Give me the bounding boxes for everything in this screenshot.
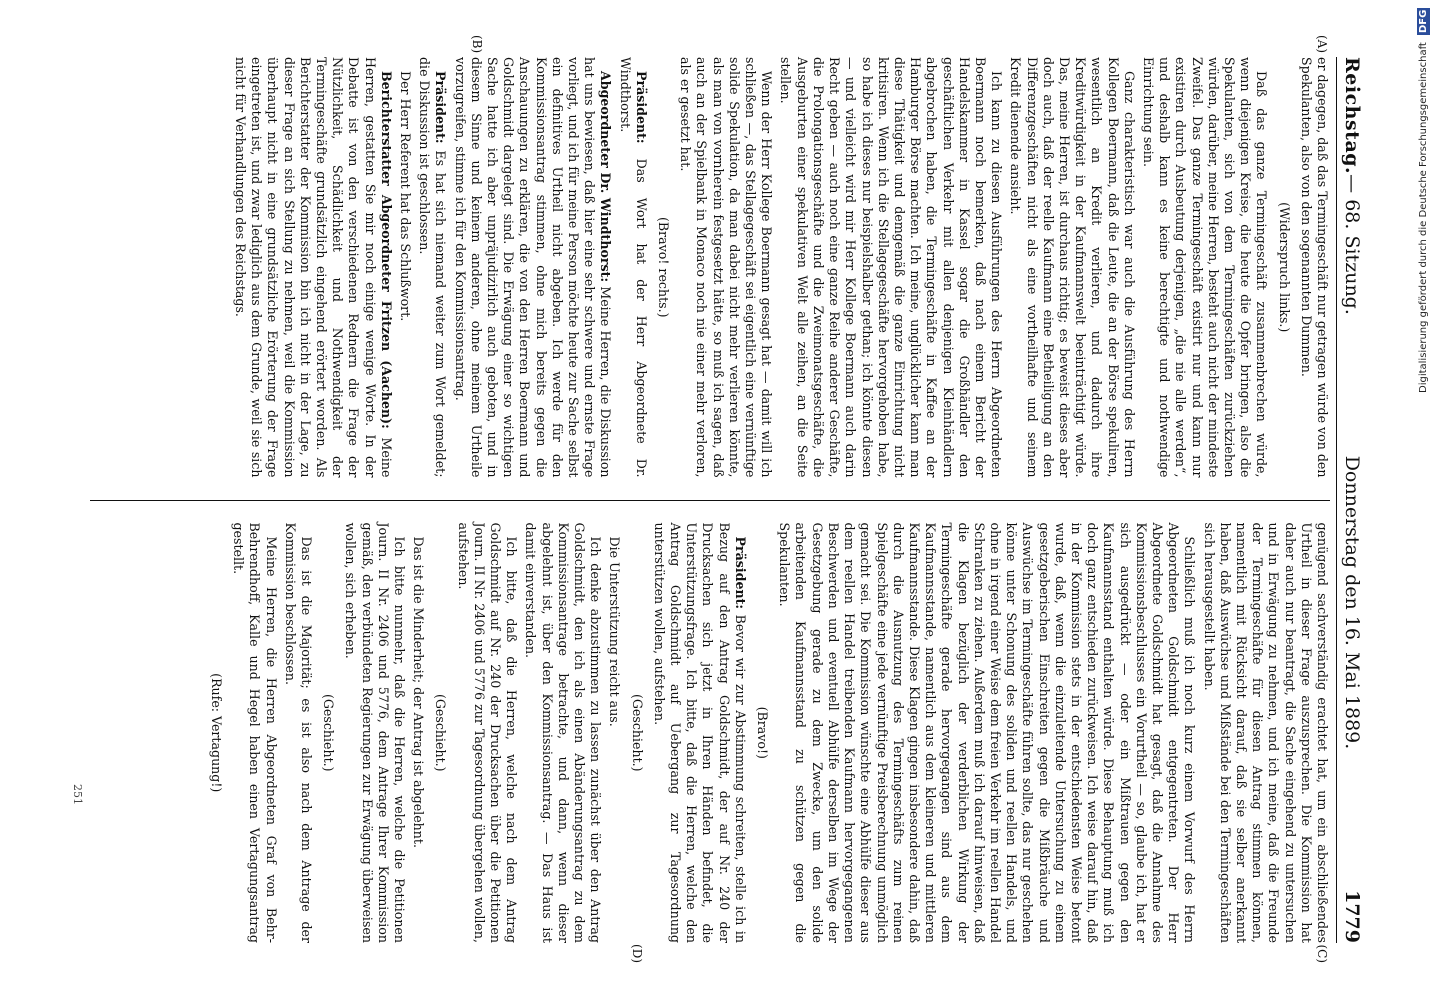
text-columns (90, 35, 1330, 963)
margin-mark-c: (C) (1315, 944, 1329, 963)
signature-mark: 251 (71, 784, 84, 805)
paragraph: (Bravo!) (755, 706, 771, 759)
paragraph: Präsident: Es hat sich niemand weiter zum Wort gemeldet; die Diskussion ist geschlossen. (417, 57, 449, 478)
column-rule (90, 500, 1330, 501)
paragraph: Ich bitte, daß die Herren, welche nach dem Antrag Goldschmidt auf Nr. 240 der Drucksachen über die Petitionen Journ. II Nr. 2406 und 5776 zur Tagesordnung übergehen wollen, aufstehen. (455, 522, 520, 943)
paragraph: (Widerspruch links.) (1276, 202, 1292, 333)
paragraph: er dagegen, daß das Termingeschäft nur getragen würde von den Spekulanten, also von den sogenannten Dummen. (1298, 57, 1330, 478)
dfg-side-note (1417, 8, 1430, 992)
paragraph: (Geschieht.) (433, 693, 449, 772)
paragraph: (Bravo! rechts.) (656, 216, 672, 318)
paragraph: Die Unterstützung reicht aus. (607, 536, 623, 727)
paragraph: (Rufe: Vertagung!) (209, 673, 224, 793)
paragraph: Ich denke abzustimmen zu lassen zunächst über den Antrag Goldschmidt, den ich als einen Abänderungsantrag zu dem Kommissionsantrage betrachte, und dann, wenn dieser abgelehnt ist, über den Kommissionsantrag. — Das Haus ist damit einverstanden. (523, 522, 604, 943)
paragraph: Berichterstatter Abgeordneter Fritzen (Aachen): Meine Herren, gestatten Sie mir noch einige wenige Worte. In der Debatte ist von den verschiedenen Rednern die Frage der Nützlichkeit, Schädlichkeit und Nothwendigkeit der Termingeschäfte grundsätzlich eingehend erörtert worden. Als Berichterstatter der Kommission bin ich nicht in der Lage, zu dieser Frage an sich Stellung zu nehmen, weil die Kommission überhaupt nicht in eine grundsätzliche Erörterung der Frage eingetreten ist, und zwar lediglich aus dem Grunde, weil sie sich nicht für Verhandlungen des Reichstags. (233, 57, 394, 478)
paragraph: Der Herr Referent hat das Schlußwort. (398, 71, 414, 322)
paragraph: Wenn der Herr Kollege Boermann gesagt hat — damit will ich schließen —, das Stellagegeschäft sei eigentlich eine vernünftige solide Spekulation, da man dabei nicht mehr verlieren könnte, als man von vornherein festgesetzt hätte, so muß ich sagen, daß auch an der Spielbank in Monaco noch nie einer mehr verloren, als er gesetzt hat. (678, 57, 775, 478)
margin-mark-a: (A) (1315, 35, 1329, 54)
header-session: — 68. Sitzung. (1341, 174, 1363, 315)
paragraph: (Geschieht.) (321, 693, 337, 772)
page-number: 1779 (1341, 890, 1363, 943)
paragraph: Präsident: Bevor wir zur Abstimmung schreiten, stelle ich in Bezug auf den Antrag Goldschmidt, der auf Nr. 240 der Drucksachen sich jetzt in Ihren Händen befindet, die Unterstützungsfrage. Ich bitte, daß die Herren, welche den Antrag Goldschmidt auf Uebergang zur Tagesordnung unterstützen wollen, aufstehen. (651, 522, 748, 943)
paragraph: Ich bitte nunmehr, daß die Herren, welche die Petitionen Journ. II Nr. 2406 und 5776, dem Antrage Ihrer Kommission gemäß, den verbündeten Regierungen zur Erwägung überweisen wollen, sich erheben. (343, 522, 408, 943)
header-date: Donnerstag den 16. Mai 1889. (1341, 455, 1363, 750)
paragraph: Meine Herren, die Herren Abgeordneten Graf von Behr-Behrendhoff, Kalle und Hegel haben einen Vertagungsantrag gestellt. (231, 522, 279, 943)
paragraph: genügend sachverständig erachtet hat, um ein abschließendes Urtheil in dieser Frage auszusprechen. Die Kommission hat daher auch nur beantragt, die Sache eingehend zu untersuchen und in Erwägung zu nehmen, und ich meine, daß die Freunde der Termingeschäfte für diesen Antrag stimmen können, namentlich mit Rücksicht darauf, daß sie selber anerkannt haben, daß Auswüchse und Mißstände bei den Termingeschäften sich herausgestellt haben. (1201, 522, 1330, 943)
paragraph: Das ist die Majorität; es ist also nach dem Antrage der Kommission beschlossen. (282, 522, 315, 943)
header-title: Reichstag. (1341, 57, 1363, 175)
paragraph: Ich kann zu diesen Ausführungen des Herrn Abgeordneten Boermann noch bemerken, daß nach einem Bericht der Handelskammer in Kassel sogar die Großhändler den geschäftlichen Verkehr mit allen denjenigen Kleinhändlern abgebrochen haben, die Termingeschäfte in Kaffee an der Hamburger Börse machten. Ich meine, unglücklicher kann man diese Thätigkeit und demgemäß die ganze Einrichtung nicht kritisiren. Wenn ich die Stellagegeschäfte hervorgehoben habe, so habe ich dieses nur beispielshalber gethan; ich könnte diesen — und vielleicht wird mir Herr Kollege Boermann auch darin Recht geben — auch noch eine ganze Reihe anderer Geschäfte, die Prolongationsgeschäfte und die Zweimonatsgeschäfte, die Ausgeburten einer spekulativen Welt alle zeihen, an die Seite stellen. (778, 57, 1005, 478)
paragraph: Schließlich muß ich noch kurz einem Vorwurf des Herrn Abgeordneten Goldschmidt entgegentreten. Der Herr Abgeordnete Goldschmidt hat gesagt, daß die Annahme des Kommissionsbeschlusses ein Vorurtheil — so, glaube ich, hat er sich ausgedrückt — oder ein Mißtrauen gegen den Kaufmannsstand enthalten würde. Diese Behauptung muß ich doch ganz entschieden zurückweisen. Ich weise darauf hin, daß in der Kommission stets in der entschiedensten Weise betont wurde, daß, wenn die einzuleitende Untersuchung zu einem gesetzgeberischen Einschreiten gegen die Mißbräuche und Auswüchse im Termingeschäfte führen sollte, das nur geschehen könne unter Schonung des soliden und reellen Handels, und ohne in irgend einer Weise dem freien Verkehr im reellen Handel Schranken zu ziehen. Außerdem muß ich darauf hinweisen, daß die Klagen bezüglich der verderblichen Wirkung der Termingeschäfte gerade hervorgegangen sind aus dem Kaufmannsstande, namentlich aus dem kleineren und mittleren Kaufmannsstande. Diese Klagen gingen insbesondere dahin, daß durch die Ausnutzung des Termingeschäfts zum reinen Spielgeschäfte eine jede vernünftige Preisberechnung unmöglich gemacht sei. Die Kommission wünschte eine Abhülfe dieser aus dem reellen Handel treibenden Kaufmann hervorgegangenen Beschwerden und eventuell Abhülfe derselben im Wege der Gesetzgebung gerade zu dem Zwecke, um den solide arbeitenden Kaufmannsstand zu schützen gegen die Spekulanten. (777, 522, 1198, 943)
paragraph: Das ist die Minderheit; der Antrag ist abgelehnt. (411, 536, 427, 848)
dfg-logo: DFG (1418, 10, 1429, 34)
paragraph: Abgeordneter Dr. Windthorst: Meine Herren, die Diskussion hat uns bewiesen, daß hier eine sehr schwere und ernste Frage vorliegt, und ich für meine Person möchte heute zur Sache selbst ein definitives Urtheil nicht abgeben. Ich werde für den Kommissionsantrag stimmen, ohne mich bereits gegen die Anschauungen zu erklären, die von den Herren Boermann und Goldschmidt dargelegt sind. Die Erwägung einer so wichtigen Sache hatte ich aber unpräjudizirlich auch geboten, und in diesem Sinne und keinem anderen, ohne meinem Urtheile vorzugreifen, stimme ich für den Kommissionsantrag. (452, 57, 614, 478)
margin-mark-b: (B) (470, 35, 484, 54)
rotated-page (51, 35, 1381, 965)
margin-mark-d: (D) (630, 944, 644, 963)
page-header (1336, 57, 1363, 943)
left-column (90, 35, 1330, 478)
paragraph: Ganz charakteristisch war auch die Ausführung des Herrn Kollegen Boermann, daß die Leute, die an der Börse spekuliren, wesentlich an Kredit verlieren, und dadurch ihre Kreditwürdigkeit in der Kaufmannswelt beeinträchtigt würde. Das, meine Herren, ist durchaus richtig; es beweist dieses aber doch auch, daß der reelle Kaufmann eine Betheiligung an den Differenzgeschäften nicht als eine vortheilhafte und seinem Kredit dienende ansieht. (1008, 57, 1137, 478)
right-column (90, 522, 1330, 963)
paragraph: Daß das ganze Termingeschäft zusammenbrechen würde, wenn diejenigen Kreise, die heute die Opfer bringen, also die Spekulanten, sich von dem Termingeschäften zurückziehen würden, darüber, meine Herren, besteht auch nicht der mindeste Zweifel. Das ganze Termingeschäft existirt nur und kann nur existiren durch Ausbeutung derjenigen, „die nie alle werden“, und deshalb kann es keine berechtigte und nothwendige Einrichtung sein. (1140, 57, 1270, 478)
paragraph: (Geschieht.) (629, 693, 645, 772)
dfg-note-text: Digitalisierung gefördert durch die Deutsche Forschungsgemeinschaft (1418, 42, 1429, 394)
paragraph: Präsident: Das Wort hat der Herr Abgeordnete Dr. Windthorst. (617, 57, 649, 478)
